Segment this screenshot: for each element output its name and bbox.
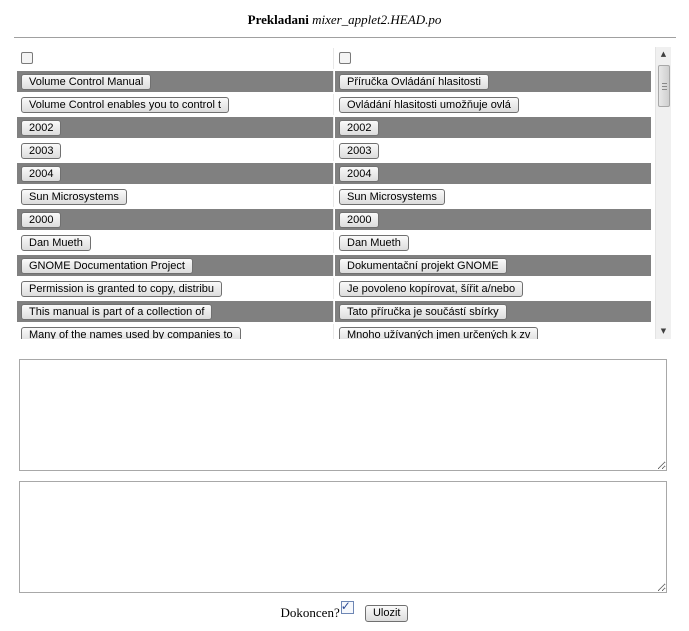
- translation-string-button[interactable]: Je povoleno kopírovat, šířit a/nebo: [339, 281, 523, 297]
- string-list-rows: [17, 47, 651, 339]
- list-scrollbar[interactable]: [655, 47, 671, 339]
- source-string-button[interactable]: 2003: [21, 143, 61, 159]
- check-mark-icon: ✓: [340, 599, 351, 613]
- translation-string-button[interactable]: Dan Mueth: [339, 235, 409, 251]
- string-row: [17, 323, 651, 339]
- source-string-button[interactable]: 2004: [21, 166, 61, 182]
- source-string-button[interactable]: Volume Control enables you to control t: [21, 97, 229, 113]
- string-list[interactable]: [17, 47, 669, 339]
- source-string-button[interactable]: 2000: [21, 212, 61, 228]
- source-cell: [17, 324, 334, 339]
- save-button[interactable]: Ulozit: [365, 605, 409, 622]
- translation-string-button[interactable]: Ovládání hlasitosti umožňuje ovlá: [339, 97, 519, 113]
- source-cell: [17, 232, 334, 253]
- source-cell: [17, 209, 334, 230]
- string-row: [17, 254, 651, 277]
- translation-cell: [335, 324, 651, 339]
- string-row: [17, 162, 651, 185]
- string-row: [17, 116, 651, 139]
- translation-string-button[interactable]: 2004: [339, 166, 379, 182]
- source-cell: [17, 301, 334, 322]
- translation-string-button[interactable]: Dokumentační projekt GNOME: [339, 258, 507, 274]
- page-title-label: Prekladani: [247, 12, 309, 27]
- source-cell: [17, 117, 334, 138]
- scroll-up-arrow-icon[interactable]: ▲: [660, 50, 667, 58]
- translation-string-button[interactable]: Sun Microsystems: [339, 189, 445, 205]
- page-title-filename: mixer_applet2.HEAD.po: [312, 12, 442, 27]
- translation-string-button[interactable]: Mnoho užívaných jmen určených k zv: [339, 327, 538, 339]
- translation-cell: [335, 163, 651, 184]
- string-row: [17, 185, 651, 208]
- translation-cell: [335, 232, 651, 253]
- translation-cell: [335, 209, 651, 230]
- string-row: [17, 208, 651, 231]
- source-string-button[interactable]: Permission is granted to copy, distribu: [21, 281, 222, 297]
- scrollbar-grip-icon: [662, 83, 667, 90]
- translation-cell: [335, 278, 651, 299]
- string-row: [17, 277, 651, 300]
- translation-string-button[interactable]: Příručka Ovládání hlasitosti: [339, 74, 489, 90]
- source-cell: [17, 140, 334, 161]
- source-cell: [17, 94, 334, 115]
- source-string-button[interactable]: This manual is part of a collection of: [21, 304, 212, 320]
- translation-cell: [335, 71, 651, 92]
- header-row: [17, 47, 651, 70]
- translation-string-button[interactable]: 2003: [339, 143, 379, 159]
- string-row: [17, 139, 651, 162]
- source-string-button[interactable]: Many of the names used by companies to: [21, 327, 241, 339]
- done-label: Dokoncen?: [280, 605, 340, 621]
- translation-cell: [335, 117, 651, 138]
- source-cell: [17, 255, 334, 276]
- translation-cell: [335, 301, 651, 322]
- source-cell: [17, 278, 334, 299]
- translation-string-button[interactable]: 2000: [339, 212, 379, 228]
- translation-cell: [335, 140, 651, 161]
- scrollbar-thumb[interactable]: [658, 65, 670, 107]
- select-all-source-checkbox[interactable]: [21, 52, 33, 64]
- footer: [0, 601, 689, 621]
- translation-string-button[interactable]: 2002: [339, 120, 379, 136]
- translation-text-area[interactable]: [19, 481, 667, 593]
- source-string-button[interactable]: 2002: [21, 120, 61, 136]
- source-text-area[interactable]: [19, 359, 667, 471]
- title-divider: [14, 37, 676, 38]
- source-string-button[interactable]: Sun Microsystems: [21, 189, 127, 205]
- source-string-button[interactable]: Volume Control Manual: [21, 74, 151, 90]
- translation-cell: [335, 94, 651, 115]
- string-row: [17, 231, 651, 254]
- translation-string-button[interactable]: Tato příručka je součástí sbírky: [339, 304, 507, 320]
- string-row: [17, 93, 651, 116]
- header-cell-right: [335, 48, 651, 69]
- string-row: [17, 70, 651, 93]
- translation-cell: [335, 186, 651, 207]
- scroll-down-arrow-icon[interactable]: ▼: [660, 327, 667, 335]
- translation-cell: [335, 255, 651, 276]
- source-string-button[interactable]: Dan Mueth: [21, 235, 91, 251]
- select-all-translation-checkbox[interactable]: [339, 52, 351, 64]
- source-cell: [17, 71, 334, 92]
- source-string-button[interactable]: GNOME Documentation Project: [21, 258, 193, 274]
- string-row: [17, 300, 651, 323]
- source-cell: [17, 186, 334, 207]
- page-title: [0, 12, 689, 28]
- done-checkbox[interactable]: [341, 601, 354, 614]
- header-cell-left: [17, 48, 334, 69]
- source-cell: [17, 163, 334, 184]
